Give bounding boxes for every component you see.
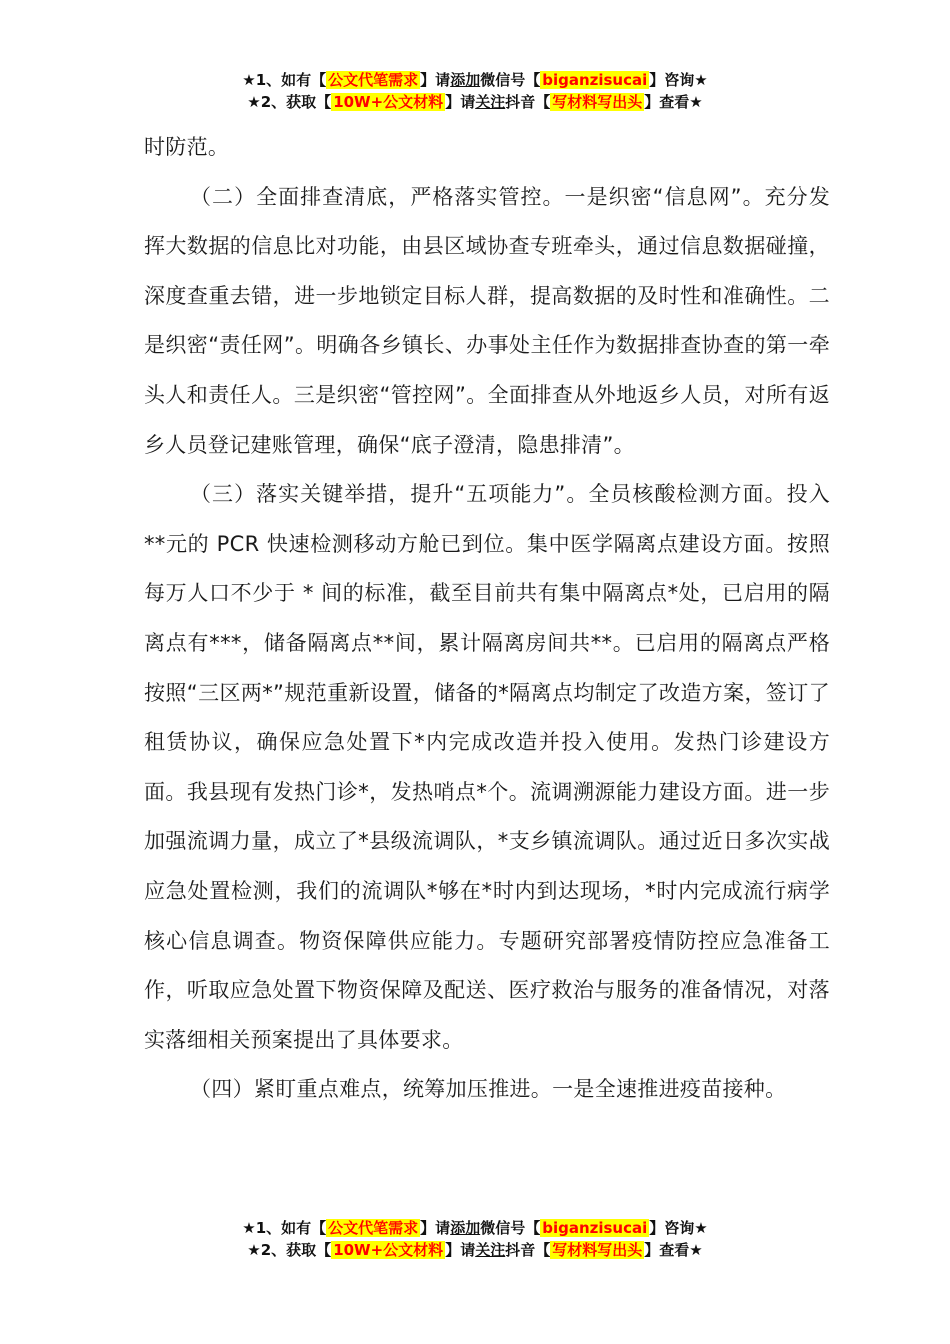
banner-highlight: 公文代笔需求 <box>328 71 419 89</box>
banner-line-1 <box>0 1217 950 1239</box>
banner-highlight: 公文代笔需求 <box>328 1219 419 1237</box>
banner-underlined-text: 关注 <box>475 93 506 111</box>
paragraph-section-3: （三）落实关键举措，提升“五项能力”。全员核酸检测方面。投入**元的 PCR 快速检测移动方舱已到位。集中医学隔离点建设方面。按照每万人口不少于 * 间的标准，截至目前共有集中隔离点*处，已启用的隔离点有***，储备隔离点**间，累计隔离房间共**。已启用的隔离点严格按照“三区两*”规范重新设置，储备的*隔离点均制定了改造方案，签订了租赁协议，确保应急处置下*内完成改造并投入使用。发热门诊建设方面。我县现有发热门诊*，发热哨点*个。流调溯源能力建设方面。进一步加强流调力量，成立了*县级流调队，*支乡镇流调队。通过近日多次实战应急处置检测，我们的流调队*够在*时内到达现场，*时内完成流行病学核心信息调查。物资保障供应能力。专题研究部署疫情防控应急准备工作，听取应急处置下物资保障及配送、医疗救治与服务的准备情况，对落实落细相关预案提出了具体要求。 <box>144 482 830 1052</box>
document-body <box>144 123 830 1115</box>
banner-highlight: biganzisucai <box>542 1219 648 1237</box>
banner-text: 】请 <box>420 71 451 89</box>
banner-highlight: 10W+公文材料 <box>333 1241 444 1259</box>
banner-line-2 <box>0 1239 950 1261</box>
banner-highlight: 10W+公文材料 <box>333 93 444 111</box>
banner-text: ★2、获取【 <box>247 1241 332 1259</box>
banner-text: 】咨询★ <box>649 71 708 89</box>
banner-text: 】查看★ <box>644 1241 703 1259</box>
banner-text: 】请 <box>445 93 476 111</box>
banner-text: 微信号【 <box>480 71 541 89</box>
banner-text: 】请 <box>445 1241 476 1259</box>
banner-text: 抖音【 <box>505 93 551 111</box>
paragraph-continuation: 时防范。 <box>144 135 230 159</box>
header-banner <box>0 69 950 113</box>
banner-line-2 <box>0 91 950 113</box>
banner-underlined-text: 添加 <box>450 1219 481 1237</box>
banner-line-1 <box>0 69 950 91</box>
banner-text: 】查看★ <box>644 93 703 111</box>
banner-text: 抖音【 <box>505 1241 551 1259</box>
banner-highlight: 写材料写出头 <box>552 1241 643 1259</box>
banner-text: ★1、如有【 <box>242 1219 327 1237</box>
banner-underlined-text: 添加 <box>450 71 481 89</box>
banner-text: ★1、如有【 <box>242 71 327 89</box>
paragraph-section-2: （二）全面排查清底，严格落实管控。一是织密“信息网”。充分发挥大数据的信息比对功能，由县区域协查专班牵头，通过信息数据碰撞，深度查重去错，进一步地锁定目标人群，提高数据的及时性和准确性。二是织密“责任网”。明确各乡镇长、办事处主任作为数据排查协查的第一牵头人和责任人。三是织密“管控网”。全面排查从外地返乡人员，对所有返乡人员登记建账管理，确保“底子澄清，隐患排清”。 <box>144 184 830 457</box>
banner-highlight: biganzisucai <box>542 71 648 89</box>
footer-banner <box>0 1217 950 1261</box>
banner-text: 】咨询★ <box>649 1219 708 1237</box>
banner-text: 】请 <box>420 1219 451 1237</box>
banner-text: ★2、获取【 <box>247 93 332 111</box>
banner-highlight: 写材料写出头 <box>552 93 643 111</box>
banner-text: 微信号【 <box>480 1219 541 1237</box>
paragraph-section-4: （四）紧盯重点难点，统筹加压推进。一是全速推进疫苗接种。 <box>190 1077 787 1102</box>
banner-underlined-text: 关注 <box>475 1241 506 1259</box>
